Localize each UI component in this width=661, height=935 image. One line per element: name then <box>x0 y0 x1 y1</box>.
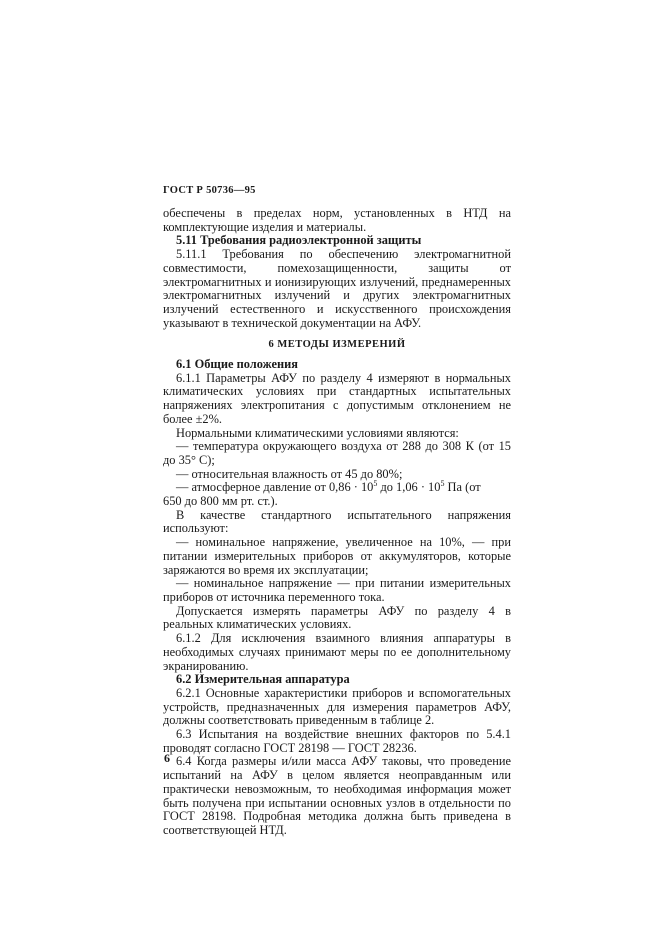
list-item: — температура окружающего воздуха от 288 до 308 К (от 15 до 35° С); <box>163 439 511 467</box>
chapter-title: 6 МЕТОДЫ ИЗМЕРЕНИЙ <box>268 339 406 351</box>
pressure-suffix: Па (от <box>444 480 481 495</box>
list-item: — номинальное напряжение — при питании измерительных приборов от источника переменного тока. <box>163 576 511 604</box>
paragraph: 6.1.1 Параметры АФУ по разделу 4 измеряют в нормальных климатических условиях при стандартных испытательных напряжениях электропитания с допустимым отклонением не более ±2%. <box>163 370 511 426</box>
pressure-mid: до 1,06 · 10 <box>377 480 441 495</box>
document-body <box>163 207 511 838</box>
list-item: — номинальное напряжение, увеличенное на 10%, — при питании измерительных приборов от аккумуляторов, которые заряжаются во время их эксплуатации; <box>163 535 511 577</box>
list-item: — относительная влажность от 45 до 80%; <box>176 466 403 481</box>
exponent: 5 <box>373 479 378 489</box>
page-number: 6 <box>164 751 170 765</box>
paragraph: 5.11.1 Требования по обеспечению электромагнитной совместимости, помехозащищенности, защиты от электромагнитных и ионизирующих излучений, преднамеренных электромагнитных излучений и других электромагнитных излучений естественного и искусственного происхождения указывают в технической документации на АФУ. <box>163 247 511 330</box>
paragraph: Нормальными климатическими условиями являются: <box>176 425 459 440</box>
paragraph: В качестве стандартного испытательного напряжения используют: <box>163 507 511 536</box>
paragraph: 6.1.2 Для исключения взаимного влияния аппаратуры в необходимых случаях принимают меры по ее дополнительному экранированию. <box>163 631 511 673</box>
list-item-pressure <box>163 481 511 495</box>
paragraph: обеспечены в пределах норм, установленных в НТД на комплектующие изделия и материалы. <box>163 206 511 234</box>
paragraph: 6.3 Испытания на воздействие внешних факторов по 5.4.1 проводят согласно ГОСТ 28198 — ГОСТ 28236. <box>163 727 511 755</box>
section-heading: 5.11 Требования радиоэлектронной защиты <box>176 233 422 248</box>
section-heading: 6.2 Измерительная аппаратура <box>176 672 350 687</box>
pressure-prefix: — атмосферное давление от 0,86 · 10 <box>176 480 374 495</box>
paragraph: 6.4 Когда размеры и/или масса АФУ таковы, что проведение испытаний на АФУ в целом является неоправданным или практически невозможным, то необходимая информация может быть получена при испытании основных узлов в отдельности по ГОСТ 28198. Подробная методика должна быть приведена в соответствующей НТД. <box>163 754 511 837</box>
exponent: 5 <box>440 479 445 489</box>
page-header: ГОСТ Р 50736—95 <box>163 185 256 196</box>
section-heading: 6.1 Общие положения <box>176 357 298 372</box>
paragraph: 650 до 800 мм рт. ст.). <box>163 494 278 509</box>
paragraph: Допускается измерять параметры АФУ по разделу 4 в реальных климатических условиях. <box>163 603 511 632</box>
paragraph: 6.2.1 Основные характеристики приборов и вспомогательных устройств, предназначенных для измерения параметров АФУ, должны соответствовать приведенным в таблице 2. <box>163 685 511 728</box>
